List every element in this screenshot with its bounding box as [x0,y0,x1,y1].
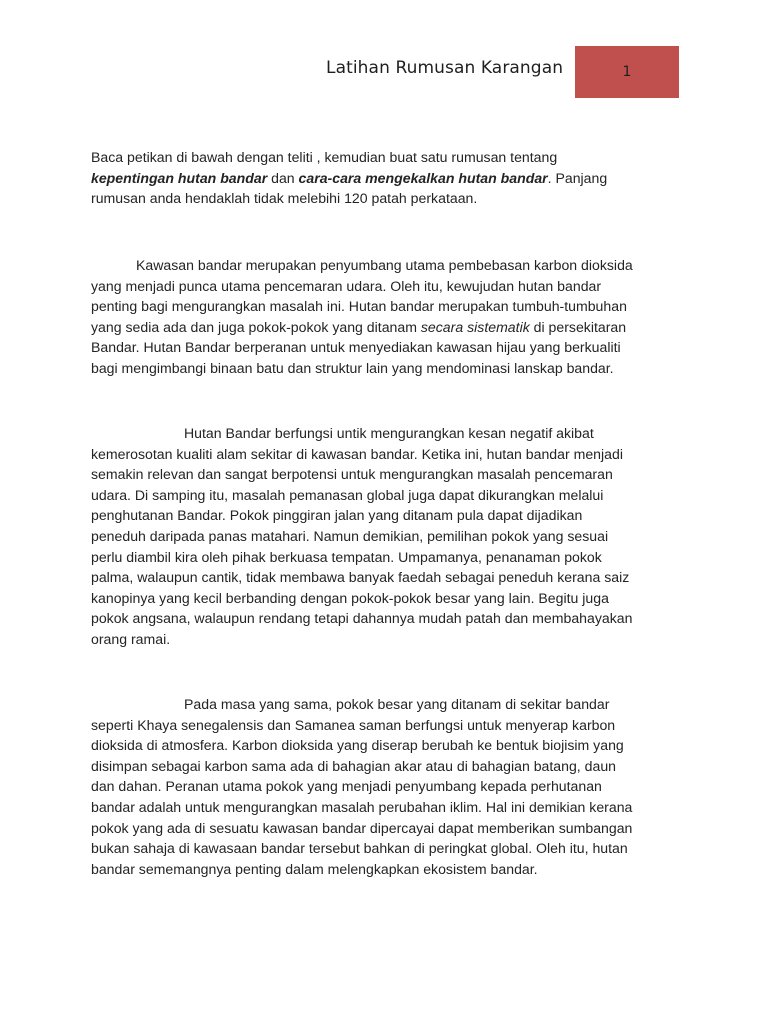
paragraph-line: orang ramai. [91,630,171,647]
paragraph-2 [91,423,691,650]
paragraph-line: Hutan Bandar berfungsi untik mengurangkan kesan negatif akibat [184,425,594,441]
paragraph-line: palma, walaupun cantik, tidak membawa banyak faedah sebagai peneduh kerana saiz [91,569,630,586]
topic-emphasis: kepentingan hutan bandar [91,169,268,186]
paragraph-line: kanopinya yang kecil berbanding dengan pokok-pokok besar yang lain. Begitu juga [91,589,609,606]
paragraph-line: Pada masa yang sama, pokok besar yang ditanam di sekitar bandar [184,696,610,712]
italic-phrase: secara sistematik [420,318,530,335]
paragraph-line: bukan sahaja di kawasaan bandar tersebut bahkan di peringkat global. Oleh itu, hutan [91,840,628,857]
page-number: 1 [622,64,632,80]
paragraph-line: seperti Khaya senegalensis dan Samanea saman berfungsi untuk menyerap karbon [91,716,616,733]
page-title: Latihan Rumusan Karangan [326,58,564,78]
paragraph-line: Kawasan bandar merupakan penyumbang utama pembebasan karbon dioksida [136,257,633,273]
page-number-badge [575,46,679,98]
instruction-line: rumusan anda hendaklah tidak melebihi 120 patah perkataan. [91,190,478,207]
paragraph-line: semakin relevan dan sangat berpotensi untuk mengurangkan masalah pencemaran [91,466,613,483]
topic-emphasis: cara-cara mengekalkan hutan bandar [298,169,548,186]
paragraph-1 [91,255,691,379]
instruction-line: Baca petikan di bawah dengan teliti , kemudian buat satu rumusan tentang [91,149,558,165]
paragraph-line: penting bagi mengurangkan masalah ini. Hutan bandar merupakan tumbuh-tumbuhan [91,298,627,315]
paragraph-line: yang menjadi punca utama pencemaran udara. Oleh itu, kewujudan hutan bandar [91,277,602,294]
paragraph-line: peneduh daripada panas matahari. Namun demikian, pemilihan pokok yang sesuai [91,527,609,544]
paragraph-line: pokok angsana, walaupun rendang tetapi dahannya mudah patah dan membahayakan [91,610,633,627]
paragraph-line: yang sedia ada dan juga pokok-pokok yang ditanam secara sistematik di persekitaran [91,318,627,335]
paragraph-line: disimpan sebagai karbon sama ada di bahagian akar atau di bahagian batang, daun [91,757,616,774]
instruction-line: kepentingan hutan bandar dan cara-cara mengekalkan hutan bandar. Panjang [91,169,608,186]
paragraph-line: pokok yang ada di sesuatu kawasan bandar dipercayai dapat memberikan sumbangan [91,819,633,836]
paragraph-line: Bandar. Hutan Bandar berperanan untuk menyediakan kawasan hijau yang berkualiti [91,339,621,356]
paragraph-line: dan dahan. Peranan utama pokok yang menjadi penyumbang kepada perhutanan [91,778,602,795]
paragraph-line: bandar sememangnya penting dalam melengkapkan ekosistem bandar. [91,860,538,877]
paragraph-line: udara. Di samping itu, masalah pemanasan global juga dapat dikurangkan melalui [91,486,604,503]
paragraph-line: kemerosotan kualiti alam sekitar di kawasan bandar. Ketika ini, hutan bandar menjadi [91,445,623,462]
paragraph-line: bandar adalah untuk mengurangkan masalah perubahan iklim. Hal ini demikian kerana [91,798,633,815]
paragraph-line: penghutanan Bandar. Pokok pinggiran jalan yang ditanam pula dapat dijadikan [91,507,583,524]
paragraph-line: bagi mengimbangi binaan batu dan struktur lain yang mendominasi lanskap bandar. [91,359,614,376]
paragraph-line: perlu diambil kira oleh pihak berkuasa tempatan. Umpamanya, penanaman pokok [91,548,602,565]
paragraph-3 [91,694,691,879]
paragraph-line: dioksida di atmosfera. Karbon dioksida yang diserap berubah ke bentuk biojisim yang [91,737,624,754]
instruction-block [91,147,691,209]
